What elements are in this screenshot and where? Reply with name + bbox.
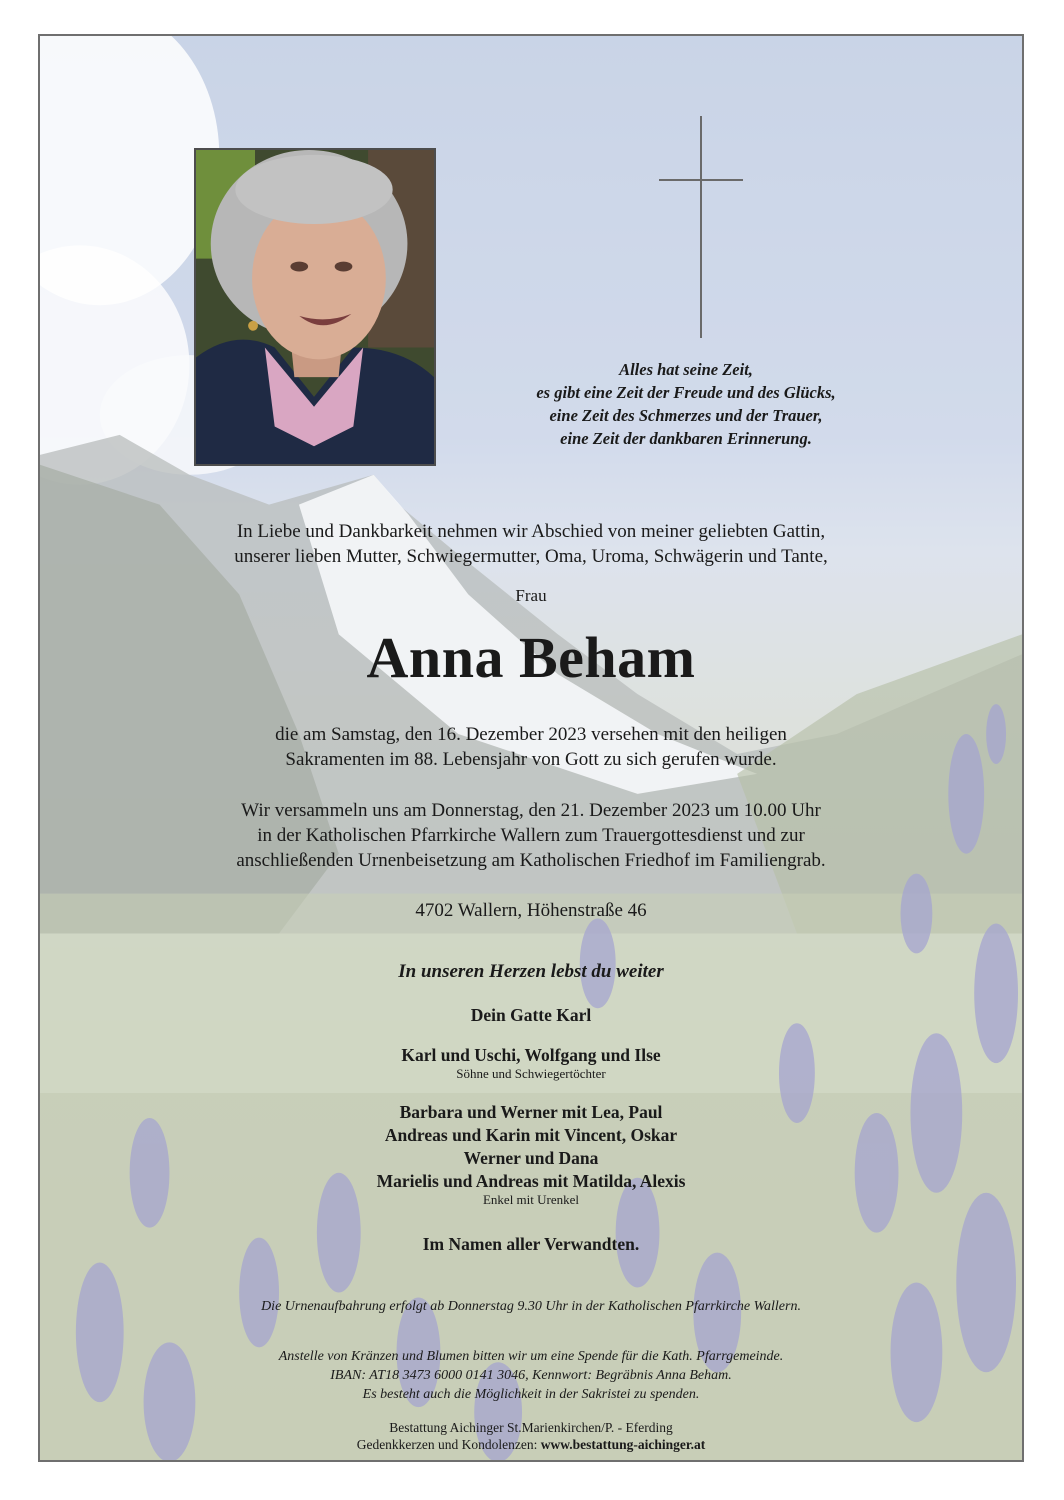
funeral-home-website-link[interactable]: www.bestattung-aichinger.at	[540, 1437, 706, 1452]
service-line: anschließenden Urnenbeisetzung am Katholischen Friedhof im Familiengrab.	[236, 850, 826, 871]
condolence-prefix: Gedenkkerzen und Kondolenzen:	[356, 1437, 538, 1452]
intro-line: unserer lieben Mutter, Schwiegermutter, Oma, Uroma, Schwägerin und Tante,	[234, 546, 828, 567]
family-closing	[40, 1233, 1022, 1256]
children-names: Karl und Uschi, Wolfgang und Ilse	[401, 1045, 661, 1065]
urn-viewing-note: Die Urnenaufbahrung erfolgt ab Donnerstag 9.30 Uhr in der Katholischen Pfarrkirche Wallern.	[261, 1299, 801, 1314]
verse-line: eine Zeit des Schmerzes und der Trauer,	[549, 406, 823, 425]
donation-line: IBAN: AT18 3473 6000 0141 3046, Kennwort: Begräbnis Anna Beham.	[330, 1368, 732, 1383]
intro-line: In Liebe und Dankbarkeit nehmen wir Abschied von meiner geliebten Gattin,	[236, 521, 826, 542]
service-info	[40, 798, 1022, 873]
grandchildren-line: Marielis und Andreas mit Matilda, Alexis	[376, 1171, 686, 1191]
donation-line: Anstelle von Kränzen und Blumen bitten wir um eine Spende für die Kath. Pfarrgemeinde.	[278, 1349, 784, 1364]
family-children	[40, 1044, 1022, 1081]
verse-line: es gibt eine Zeit der Freude und des Glücks,	[536, 383, 836, 402]
motto: In unseren Herzen lebst du weiter	[398, 961, 664, 982]
death-notice-line: Sakramenten im 88. Lebensjahr von Gott zu sich gerufen wurde.	[285, 749, 777, 770]
funeral-home-name: Bestattung Aichinger St.Marienkirchen/P. - Eferding	[389, 1420, 673, 1435]
grandchildren-line: Werner und Dana	[463, 1148, 599, 1168]
address: 4702 Wallern, Höhenstraße 46	[415, 900, 647, 921]
grandchildren-line: Andreas und Karin mit Vincent, Oskar	[384, 1125, 678, 1145]
deceased-name: Anna Beham	[366, 625, 696, 690]
funeral-home-footer	[40, 1419, 1022, 1453]
service-line: Wir versammeln uns am Donnerstag, den 21. Dezember 2023 um 10.00 Uhr	[241, 800, 821, 821]
portrait-photo	[194, 148, 436, 466]
salutation: Frau	[515, 586, 547, 605]
cross-symbol-horizontal	[659, 179, 743, 181]
grandchildren-line: Barbara und Werner mit Lea, Paul	[399, 1102, 663, 1122]
donation-line: Es besteht auch die Möglichkeit in der Sakristei zu spenden.	[362, 1387, 700, 1402]
intro-text	[40, 519, 1022, 569]
service-line: in der Katholischen Pfarrkirche Wallern zum Trauergottesdienst und zur	[257, 825, 805, 846]
death-notice-line: die am Samstag, den 16. Dezember 2023 versehen mit den heiligen	[275, 724, 787, 745]
verse-line: eine Zeit der dankbaren Erinnerung.	[560, 429, 812, 448]
family-spouse	[40, 1004, 1022, 1027]
spouse-name: Dein Gatte Karl	[470, 1005, 592, 1025]
closing-text: Im Namen aller Verwandten.	[422, 1234, 640, 1254]
children-note: Söhne und Schwiegertöchter	[456, 1066, 606, 1081]
verse-line: Alles hat seine Zeit,	[619, 360, 753, 379]
obituary-card	[38, 34, 1024, 1462]
condolence-line	[40, 1436, 1022, 1453]
cross-symbol-vertical	[700, 116, 702, 338]
donation-note	[40, 1347, 1022, 1404]
death-notice	[40, 722, 1022, 772]
verse	[480, 358, 892, 450]
grandchildren-note: Enkel mit Urenkel	[482, 1192, 580, 1207]
family-grandchildren	[40, 1101, 1022, 1207]
